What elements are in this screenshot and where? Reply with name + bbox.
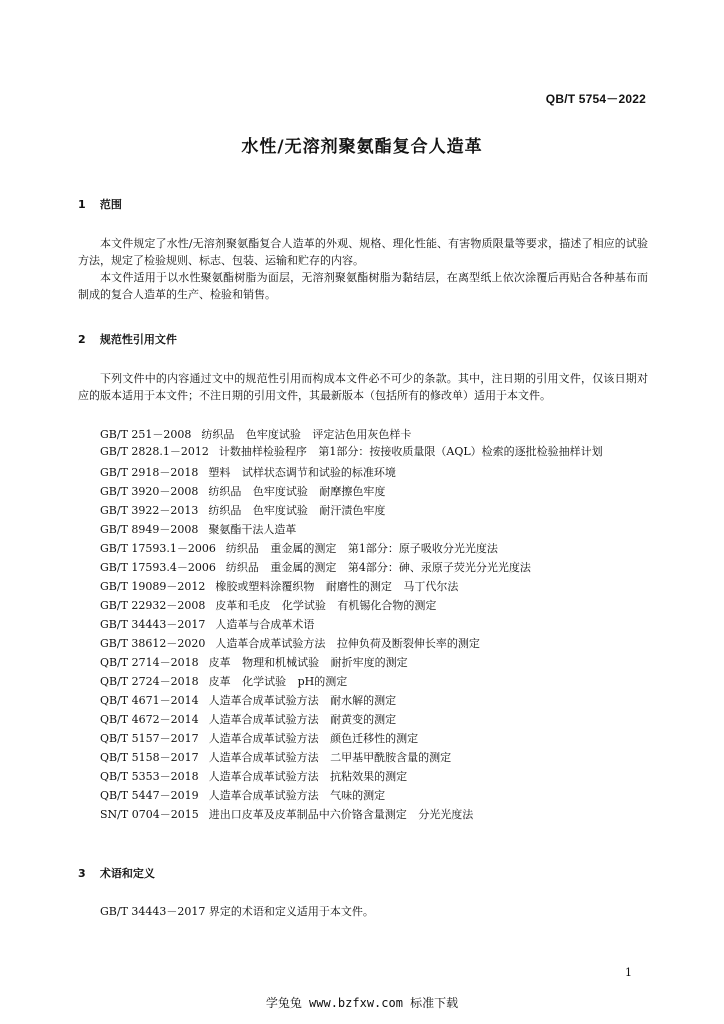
reference-code: GB/T 38612－2020 [100, 637, 206, 650]
terms-paragraph: GB/T 34443－2017 界定的术语和定义适用于本文件。 [100, 905, 374, 918]
reference-code: GB/T 2828.1－2012 [100, 445, 209, 458]
reference-title: 纺织品 色牢度试验 评定沾色用灰色样卡 [201, 428, 412, 441]
reference-item [78, 805, 650, 824]
reference-item [78, 729, 650, 748]
watermark-text: 学兔兔 www.bzfxw.com 标准下载 [265, 996, 459, 1010]
section-3-title: 术语和定义 [99, 867, 155, 880]
reference-item [78, 558, 650, 577]
reference-code: QB/T 2714－2018 [100, 656, 199, 669]
reference-item [78, 653, 650, 672]
section-1-title: 范围 [99, 198, 122, 211]
reference-item [78, 539, 650, 558]
reference-title: 人造革合成革试验方法 颜色迁移性的测定 [208, 732, 419, 745]
reference-code: QB/T 5158－2017 [100, 751, 199, 764]
reference-code: GB/T 17593.4－2006 [100, 561, 216, 574]
reference-code: GB/T 8949－2008 [100, 523, 199, 536]
reference-item [78, 425, 650, 444]
reference-item [78, 463, 650, 482]
scope-paragraph-2: 本文件适用于以水性聚氨酯树脂为面层，无溶剂聚氨酯树脂为黏结层，在离型纸上依次涂覆后再贴合各种基布而制成的复合人造革的生产、检验和销售。 [78, 271, 648, 301]
reference-code: SN/T 0704－2015 [100, 808, 199, 821]
reference-title: 人造革合成革试验方法 耐水解的测定 [208, 694, 397, 707]
section-2-number: 2 [78, 333, 86, 346]
reference-item [78, 672, 650, 691]
reference-code: GB/T 34443－2017 [100, 618, 206, 631]
reference-title: 橡胶或塑料涂覆织物 耐磨性的测定 马丁代尔法 [215, 580, 459, 593]
section-3-heading [78, 865, 155, 881]
reference-item [78, 748, 650, 767]
reference-title: 塑料 试样状态调节和试验的标准环境 [208, 466, 396, 479]
reference-title: 纺织品 色牢度试验 耐汗渍色牢度 [208, 504, 386, 517]
reference-item [78, 786, 650, 805]
reference-code: QB/T 5157－2017 [100, 732, 199, 745]
reference-item [78, 596, 650, 615]
reference-code: GB/T 19089－2012 [100, 580, 206, 593]
reference-title: 人造革合成革试验方法 耐黄变的测定 [208, 713, 397, 726]
reference-code: GB/T 17593.1－2006 [100, 542, 216, 555]
normative-intro: 下列文件中的内容通过文中的规范性引用而构成本文件必不可少的条款。其中，注日期的引用文件，仅该日期对应的版本适用于本文件；不注日期的引用文件，其最新版本（包括所有的修改单）适用于本文件。 [78, 372, 648, 402]
reference-item [78, 577, 650, 596]
reference-code: GB/T 22932－2008 [100, 599, 206, 612]
reference-title: 纺织品 色牢度试验 耐摩擦色牢度 [208, 485, 386, 498]
reference-item [78, 634, 650, 653]
scope-paragraph-1: 本文件规定了水性/无溶剂聚氨酯复合人造革的外观、规格、理化性能、有害物质限量等要求，描述了相应的试验方法，规定了检验规则、标志、包装、运输和贮存的内容。 [78, 237, 648, 267]
reference-item [78, 691, 650, 710]
reference-title: 皮革 化学试验 pH的测定 [208, 675, 348, 688]
reference-code: GB/T 3920－2008 [100, 485, 199, 498]
reference-title: 纺织品 重金属的测定 第1部分：原子吸收分光光度法 [225, 542, 498, 555]
reference-title: 人造革与合成革术语 [215, 618, 315, 631]
reference-title: 人造革合成革试验方法 拉伸负荷及断裂伸长率的测定 [215, 637, 480, 650]
reference-item [78, 710, 650, 729]
section-3-number: 3 [78, 867, 86, 880]
reference-title: 纺织品 重金属的测定 第4部分：砷、汞原子荧光分光光度法 [225, 561, 531, 574]
section-2-heading [78, 331, 177, 347]
reference-title: 计数抽样检验程序 第1部分：按接收质量限（AQL）检索的逐批检验抽样计划 [218, 445, 603, 458]
reference-item [78, 767, 650, 786]
reference-item [78, 444, 650, 460]
section-2-title: 规范性引用文件 [99, 333, 177, 346]
reference-code: QB/T 5353－2018 [100, 770, 199, 783]
reference-code: QB/T 5447－2019 [100, 789, 199, 802]
document-title: 水性/无溶剂聚氨酯复合人造革 [241, 137, 483, 157]
reference-title: 人造革合成革试验方法 气味的测定 [208, 789, 386, 802]
reference-title: 皮革 物理和机械试验 耐折牢度的测定 [208, 656, 408, 669]
reference-title: 人造革合成革试验方法 抗粘效果的测定 [208, 770, 408, 783]
reference-title: 聚氨酯干法人造革 [208, 523, 297, 536]
reference-item [78, 615, 650, 634]
reference-code: GB/T 3922－2013 [100, 504, 199, 517]
reference-code: QB/T 4671－2014 [100, 694, 199, 707]
reference-item [78, 501, 650, 520]
section-1-number: 1 [78, 198, 86, 211]
reference-title: 进出口皮革及皮革制品中六价铬含量测定 分光光度法 [208, 808, 474, 821]
reference-list [78, 425, 650, 824]
reference-code: QB/T 2724－2018 [100, 675, 199, 688]
reference-code: GB/T 251－2008 [100, 428, 192, 441]
reference-title: 人造革合成革试验方法 二甲基甲酰胺含量的测定 [208, 751, 452, 764]
standard-code: QB/T 5754－2022 [545, 92, 646, 106]
reference-title: 皮革和毛皮 化学试验 有机锡化合物的测定 [215, 599, 437, 612]
page-number: 1 [625, 966, 632, 979]
reference-code: QB/T 4672－2014 [100, 713, 199, 726]
section-1-heading [78, 196, 122, 212]
reference-item [78, 520, 650, 539]
reference-item [78, 482, 650, 501]
reference-code: GB/T 2918－2018 [100, 466, 199, 479]
